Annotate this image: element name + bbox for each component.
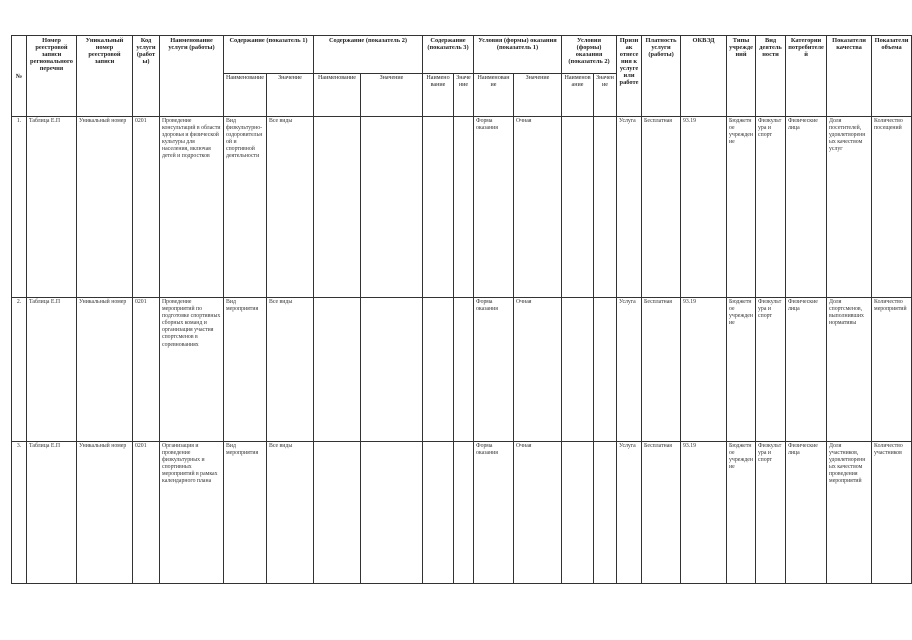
row-volume: Количество участников [872,442,912,584]
header-service-code: Код услуги (работы) [133,36,160,117]
sub-header-value: Значение [454,74,474,117]
row-payment: Бесплатная [642,442,681,584]
table-row [12,298,912,442]
row-content2-value [361,442,423,584]
row-volume: Количество мероприятий [872,298,912,442]
row-content1-name: Вид мероприятия [224,298,267,442]
row-institution-types: Бюджетное учреждение [727,298,756,442]
row-unique-number: Уникальный номер [77,117,133,298]
header-conditions-2: Условия (формы) оказания (показатель 2) [562,36,617,74]
sub-header-value: Значение [514,74,562,117]
header-activity-type: Вид деятельности [756,36,786,117]
row-content3-name [423,117,454,298]
row-reg-number: Таблица Е.П [27,298,77,442]
row-unique-number: Уникальный номер [77,298,133,442]
row-quality: Доля спортсменов, выполнивших нормативы [827,298,872,442]
sub-header-name: Наименование [423,74,454,117]
row-okved: 93.19 [681,117,727,298]
row-cond1-name: Форма оказания [474,117,514,298]
row-cond2-value [594,117,617,298]
row-cond2-name [562,442,594,584]
row-activity-type: Физкультура и спорт [756,117,786,298]
row-cond1-name: Форма оказания [474,298,514,442]
row-cond1-value: Очная [514,298,562,442]
row-quality: Доля посетителей, удовлетворенных качеством услуг [827,117,872,298]
sub-header-name: Наименование [562,74,594,117]
row-activity-type: Физкультура и спорт [756,298,786,442]
row-num: 3. [12,442,27,584]
row-cond2-value [594,298,617,442]
header-payment: Платность услуги (работы) [642,36,681,117]
row-service-name: Организация и проведение физкультурных и спортивных мероприятий в рамках календарного плана [160,442,224,584]
row-num: 2. [12,298,27,442]
row-content3-value [454,117,474,298]
row-consumers: Физические лица [786,117,827,298]
row-content1-name: Вид мероприятия [224,442,267,584]
sub-header-value: Значение [594,74,617,117]
row-content2-name [314,117,361,298]
header-content-1: Содержание (показатель 1) [224,36,314,74]
row-service-type: Услуга [617,117,642,298]
row-service-code: 0201 [133,442,160,584]
row-content2-value [361,298,423,442]
header-volume-indicators: Показатели объема [872,36,912,117]
row-okved: 93.19 [681,298,727,442]
table-row [12,117,912,298]
header-name: Наименование услуги (работы) [160,36,224,117]
row-content2-value [361,117,423,298]
row-service-name: Проведение консультаций в области здоровья и физической культуры для населения, включая детей и подростков [160,117,224,298]
row-activity-type: Физкультура и спорт [756,442,786,584]
row-content1-name: Вид физкультурно-оздоровительной и спортивной деятельности [224,117,267,298]
header-conditions-1: Условия (формы) оказания (показатель 1) [474,36,562,74]
header-quality-indicators: Показатели качества [827,36,872,117]
sub-header-name: Наименование [474,74,514,117]
header-content-3: Содержание (показатель 3) [423,36,474,74]
header-content-2: Содержание (показатель 2) [314,36,423,74]
row-content1-value: Все виды [267,442,314,584]
header-service-type: Признак отнесения к услуге или работе [617,36,642,117]
row-institution-types: Бюджетное учреждение [727,442,756,584]
row-content1-value: Все виды [267,117,314,298]
row-reg-number: Таблица Е.П [27,442,77,584]
row-content2-name [314,442,361,584]
table-row [12,442,912,584]
header-reg-number: Номер реестровой записи регионального перечня [27,36,77,117]
row-payment: Бесплатная [642,298,681,442]
row-payment: Бесплатная [642,117,681,298]
sub-header-value: Значение [267,74,314,117]
header-unique-number: Уникальный номер реестровой записи [77,36,133,117]
row-reg-number: Таблица Е.П [27,117,77,298]
row-cond1-name: Форма оказания [474,442,514,584]
row-volume: Количество посещений [872,117,912,298]
sub-header-name: Наименование [224,74,267,117]
row-content3-value [454,298,474,442]
sub-header-value: Значение [361,74,423,117]
row-cond2-value [594,442,617,584]
row-service-name: Проведение мероприятий по подготовке спортивных сборных команд и организация участия спортсменов в соревнованиях [160,298,224,442]
row-cond2-name [562,117,594,298]
row-content2-name [314,298,361,442]
row-institution-types: Бюджетное учреждение [727,117,756,298]
row-cond2-name [562,298,594,442]
row-content3-value [454,442,474,584]
row-service-type: Услуга [617,442,642,584]
row-okved: 93.19 [681,442,727,584]
row-cond1-value: Очная [514,442,562,584]
row-service-type: Услуга [617,298,642,442]
row-content3-name [423,298,454,442]
header-institution-types: Типы учреждений [727,36,756,117]
row-unique-number: Уникальный номер [77,442,133,584]
row-quality: Доля участников, удовлетворенных качеством проведения мероприятий [827,442,872,584]
row-content1-value: Все виды [267,298,314,442]
row-service-code: 0201 [133,117,160,298]
row-consumers: Физические лица [786,298,827,442]
header-okved: ОКВЭД [681,36,727,117]
header-consumers: Категории потребителей [786,36,827,117]
row-content3-name [423,442,454,584]
row-service-code: 0201 [133,298,160,442]
sub-header-name: Наименование [314,74,361,117]
row-cond1-value: Очная [514,117,562,298]
row-num: 1. [12,117,27,298]
registry-table [11,35,912,584]
row-consumers: Физические лица [786,442,827,584]
header-num: № [12,36,27,117]
